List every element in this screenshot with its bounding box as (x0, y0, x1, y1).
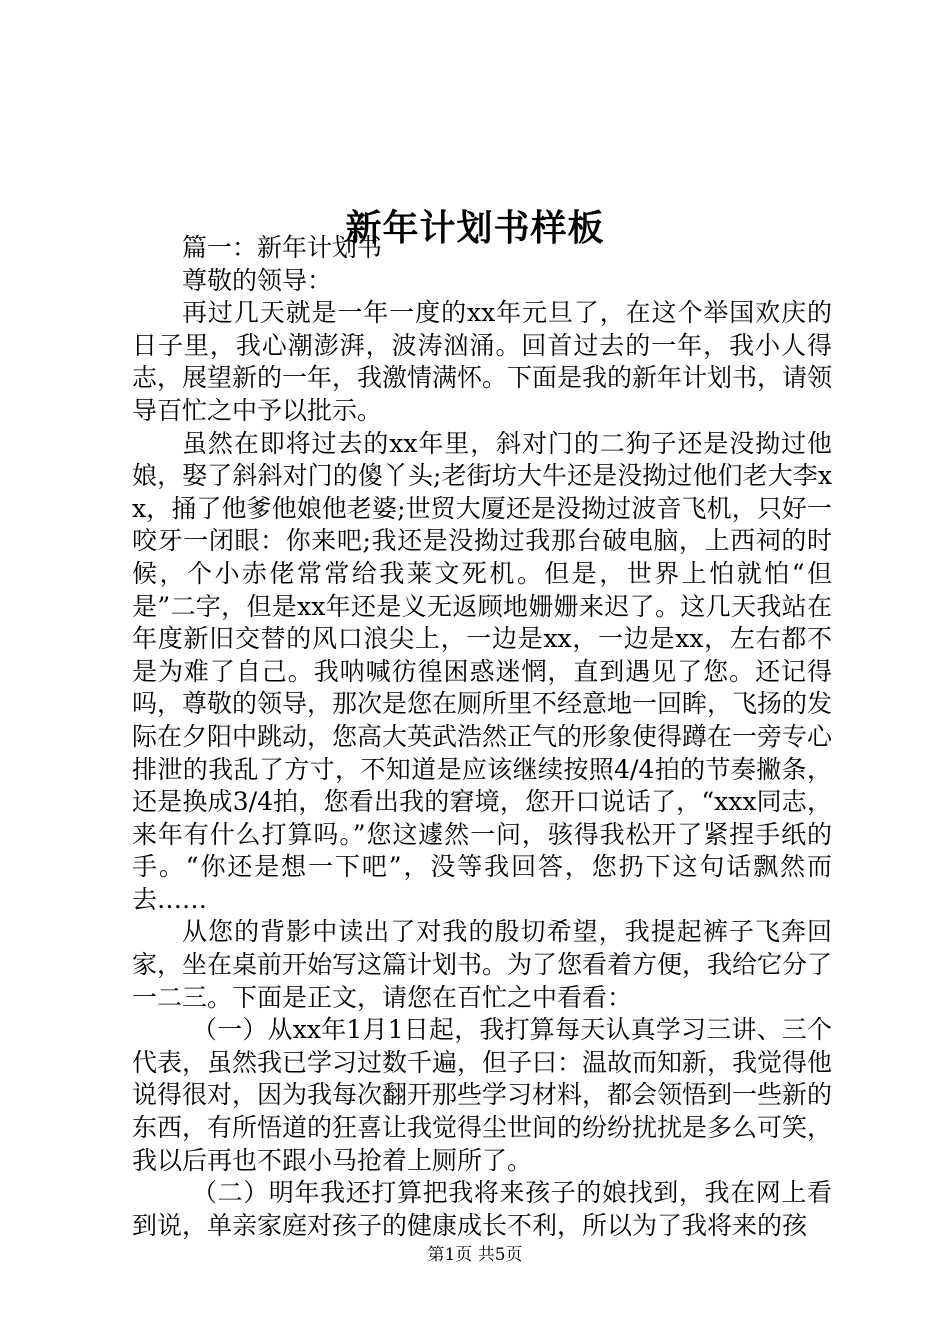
body-paragraph: 再过几天就是一年一度的xx年元旦了，在这个举国欢庆的日子里，我心潮澎湃，波涛汹涌。回首过去的一年，我小人得志，展望新的一年，我激情满怀。下面是我的新年计划书，请领导百忙之中予以批示。 (132, 298, 833, 425)
page-footer: 第1页 共5页 (427, 1245, 523, 1265)
document-body (132, 232, 832, 1242)
body-paragraph: 虽然在即将过去的xx年里，斜对门的二狗子还是没拗过他娘，娶了斜斜对门的傻丫头;老街坊大牛还是没拗过他们老大李xx，捅了他爹他娘他老婆;世贸大厦还是没拗过波音飞机，只好一咬牙一闭眼：你来吧;我还是没拗过我那台破电脑，上西祠的时候，个小赤佬常常给我莱文死机。但是，世界上怕就怕“但是”二字，但是xx年还是义无返顾地姗姗来迟了。这几天我站在年度新旧交替的风口浪尖上，一边是xx，一边是xx，左右都不是为难了自己。我呐喊彷徨困惑迷惘，直到遇见了您。还记得吗，尊敬的领导，那次是您在厕所里不经意地一回眸，飞扬的发际在夕阳中跳动，您高大英武浩然正气的形象使得蹲在一旁专心排泄的我乱了方寸，不知道是应该继续按照4/4拍的节奏撇条，还是换成3/4拍，您看出我的窘境，您开口说话了，“xxx同志，来年有什么打算吗。”您这遽然一问，骇得我松开了紧捏手纸的手。“你还是想一下吧”，没等我回答，您扔下这句话飘然而去…… (132, 428, 833, 914)
salutation: 尊敬的领导： (182, 265, 333, 295)
list-item-paragraph: （一）从xx年1月1日起，我打算每天认真学习三讲、三个代表，虽然我已学习过数千遍，但子曰：温故而知新，我觉得他说得很对，因为我每次翻开那些学习材料，都会领悟到一些新的东西，有所悟道的狂喜让我觉得尘世间的纷纷扰扰是多么可笑，我以后再也不跟小马抢着上厕所了。 (132, 1015, 833, 1175)
document-title: 新年计划书样板 (345, 207, 605, 250)
list-item-paragraph: （二）明年我还打算把我将来孩子的娘找到，我在网上看到说，单亲家庭对孩子的健康成长不利，所以为了我将来的孩 (132, 1178, 832, 1240)
section-heading: 篇一：新年计划书 (182, 233, 383, 262)
body-paragraph: 从您的背影中读出了对我的殷切希望，我提起裤子飞奔回家，坐在桌前开始写这篇计划书。为了您看着方便，我给它分了一二三。下面是正文，请您在百忙之中看看： (132, 917, 833, 1012)
